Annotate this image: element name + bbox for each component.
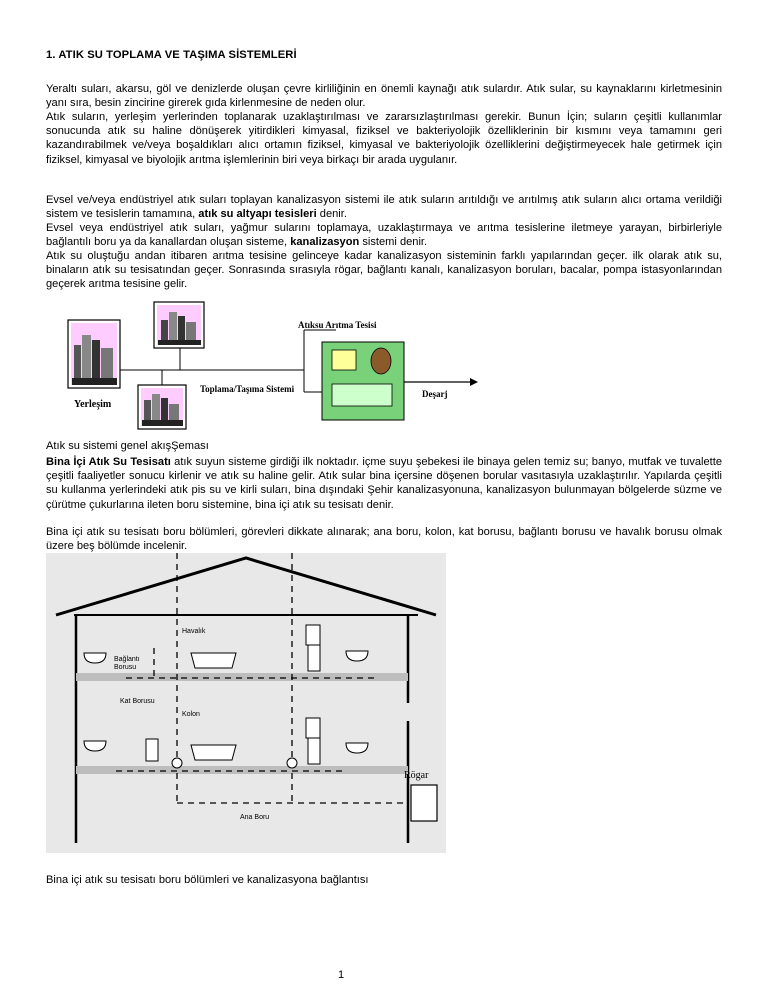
paragraph-3-text: Evsel ve/veya endüstriyel atık suları toplayan kanalizasyon sistemi ile atık suların arıtıldığı ve arıtılmış atık suların alıcı ortama verildiği sistem ve tesislerin tamamına, <box>46 194 722 221</box>
settlement-label: Yerleşim <box>74 399 112 410</box>
main-pipe-label: Ana Boru <box>240 814 270 821</box>
figure-1-caption: Atık su sistemi genel akışŞeması <box>46 440 209 452</box>
column-label: Kolon <box>182 711 200 718</box>
paragraph-4 <box>46 221 722 249</box>
paragraph-4-bold: kanalizasyon <box>290 236 360 249</box>
collection-system-label: Toplama/Taşıma Sistemi <box>200 384 295 394</box>
paragraph-3 <box>46 193 722 221</box>
city-icon-top <box>154 302 204 348</box>
section-title: 1. ATIK SU TOPLAMA VE TAŞIMA SİSTEMLERİ <box>46 49 297 61</box>
paragraph-6-bold: Bina İçi Atık Su Tesisatı <box>46 456 171 468</box>
floor-pipe-label: Kat Borusu <box>120 698 155 705</box>
branch-pipe-label-2: Borusu <box>114 664 137 671</box>
branch-pipe-label-1: Bağlantı <box>114 656 140 663</box>
discharge-label: Deşarj <box>422 389 448 399</box>
paragraph-4-end: sistemi denir. <box>359 236 428 249</box>
paragraph-2: Atık suların, yerleşim yerlerinden toplanarak uzaklaştırılması ve zararsızlaştırılması gerekir. Bunun İçin; suların çeşitli kullanımlar sonucunda atık su haline dönüşerek yitirdikleri kimyasal, fiziksel ve bakteriyolojik özelliklerinin bir kısmını veya tamamını geri kazandırabilmek ve/veya boşaldıkları alıcı ortamın fiziksel, kimyasal ve bakteriyolojik özelliklerini değiştirmeyecek hale getirmek için fiziksel, kimyasal ve biyolojik arıtma işlemlerinin biri veya birkaçı bir arada uygulanır. <box>46 111 722 166</box>
city-icon-bottom <box>138 385 186 429</box>
paragraph-6 <box>46 455 722 512</box>
flow-diagram <box>66 300 486 430</box>
building-pipe-diagram <box>46 553 446 853</box>
city-icon-left <box>68 320 120 388</box>
paragraph-7: Bina içi atık su tesisatı boru bölümleri, görevleri dikkate alınarak; ana boru, kolon, kat borusu, bağlantı borusu ve havalık borusu olmak üzere beş bölümde incelenir. <box>46 526 722 553</box>
page-number: 1 <box>338 969 345 981</box>
treatment-plant-block <box>322 342 404 420</box>
manhole-label: Rögar <box>404 770 429 781</box>
paragraph-4-text: Evsel veya endüstriyel atık suları, yağmur sularını toplamaya, uzaklaştırmaya ve arıtma tesislerine iletmeye yarayan, birbirleriyle bağlantılı boru ya da kanallardan oluşan sisteme, <box>46 222 722 249</box>
treatment-plant-label: Atıksu Arıtma Tesisi <box>298 320 377 330</box>
paragraph-6-text: atık suyun sisteme girdiği ilk noktadır. içme suyu şebekesi ile binaya gelen temiz su; banyo, mutfak ve tuvalette çeşitli faaliyetler sonucu kirlenir ve atık su haline gelir. Atık sular bina içersine döşenen borular vasıtasıyla uzaklaştırılır. Yapılarda çeşitli su kullanma yerlerindeki atık pis su ve kirli suları, bina dışındaki Şehir kanalizasyonuna, kanalizasyon bulunmayan bölgelerde süzme ve çürütme çukurlarına ileten boru sistemine, bina içi atık su tesisatı denir. <box>46 456 722 511</box>
paragraph-3-end: denir. <box>316 208 347 221</box>
paragraph-5: Atık su oluştuğu andan itibaren arıtma tesisine gelinceye kadar kanalizasyon sisteminin farklı yapılarından geçer. ilk olarak atık su, binaların atık su tesisatından geçer. Sonrasında sırasıyla rögar, bağlantı kanalı, kanalizasyon boruları, bacalar, pompa istasyonlarından geçerek arıtma tesisine gelir. <box>46 250 722 291</box>
figure-2-caption: Bina içi atık su tesisatı boru bölümleri ve kanalizasyona bağlantısı <box>46 874 369 886</box>
paragraph-3-bold: atık su altyapı tesisleri <box>198 208 317 221</box>
manhole-box <box>411 785 437 821</box>
vent-label: Havalık <box>182 628 206 635</box>
paragraph-1: Yeraltı suları, akarsu, göl ve denizlerde oluşan çevre kirliliğinin en önemli kaynağı atık sulardır. Atık sular, su kaynaklarını kirletmesinin yanı sıra, besin zincirine girerek gıda kirlenmesine de neden olur. <box>46 83 722 110</box>
